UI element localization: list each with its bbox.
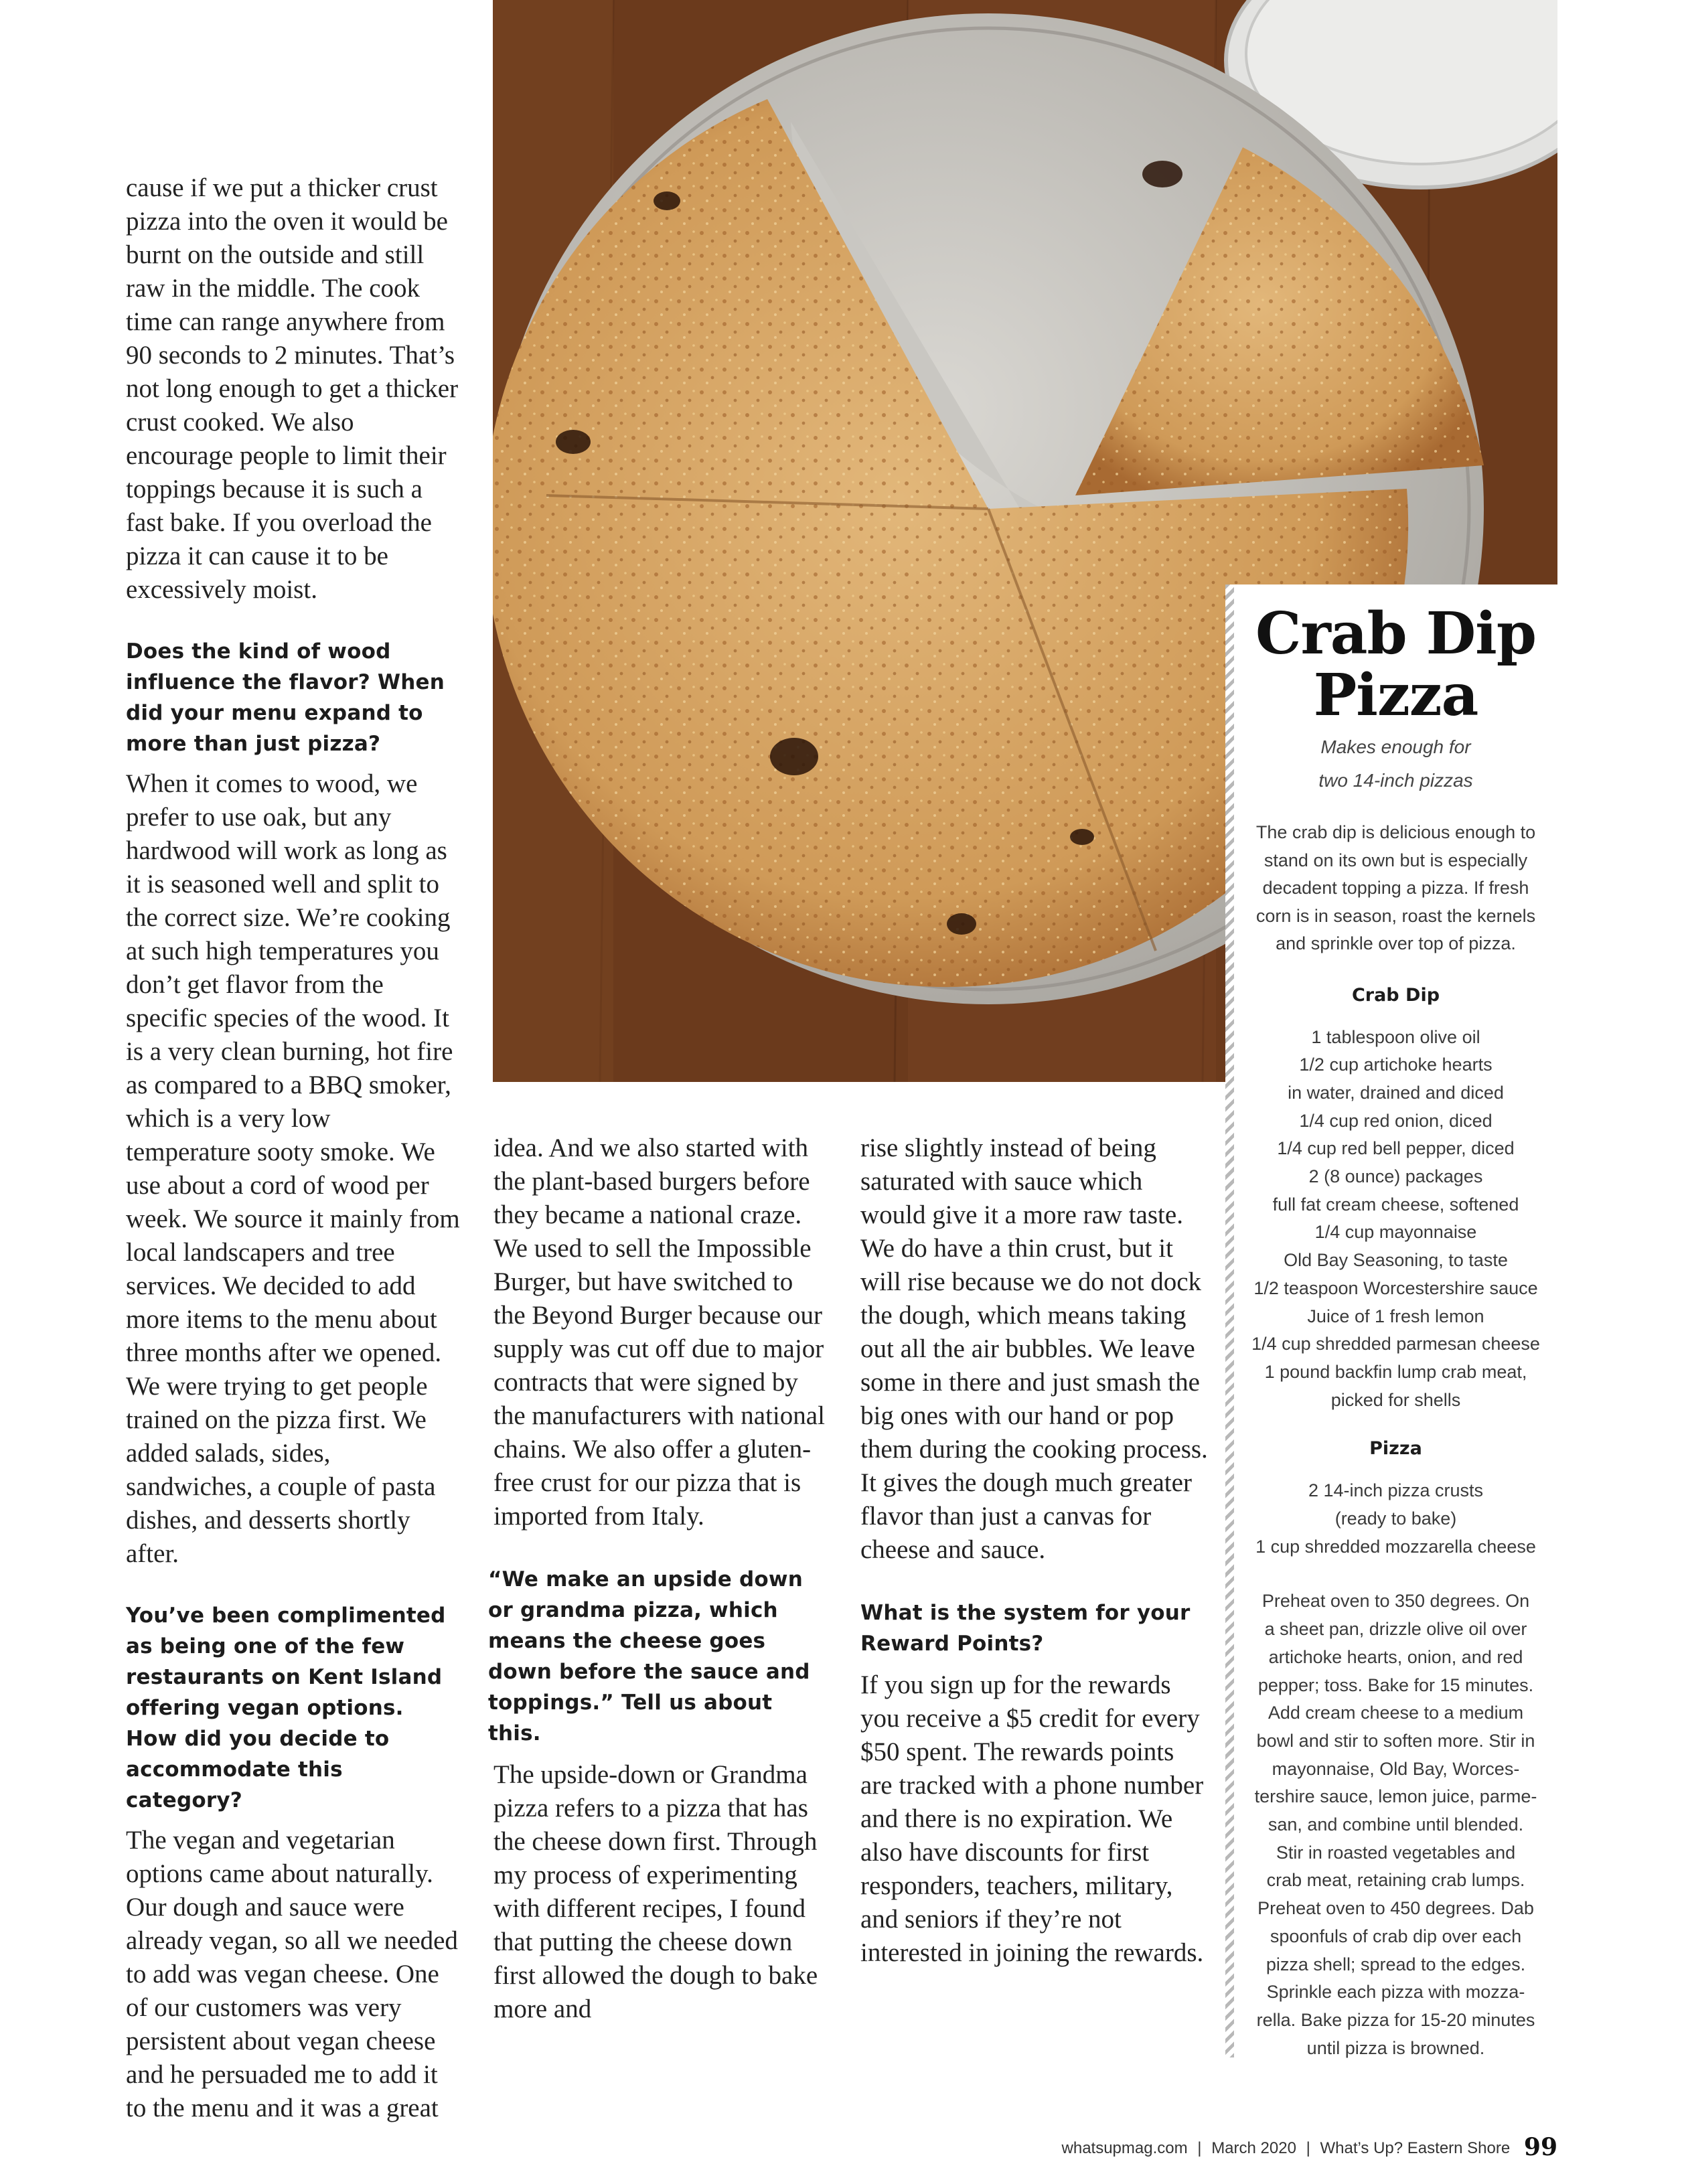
ingredient: 1/4 cup shredded parmesan cheese (1251, 1334, 1540, 1354)
body-paragraph: cause if we put a thicker crust pizza into the oven it would be burnt on the outside and still raw in the middle. The cook time can range anywhere from 90 seconds to 2 minutes. That’s not long enough to get a thicker crust cooked. We also encourage people to limit their toppings because it is such a fast bake. If you overload the pizza it can cause it to be excessively moist. (126, 173, 459, 604)
body-paragraph: rise slightly instead of being saturated with sauce which would give it a more raw taste. We do have a thin crust, but it will rise because we do not dock the dough, which means taking out all the air bubbles. We leave some in there and just smash the big ones with our hand or pop them during the cooking process. It gives the dough much greater flavor than just a canvas for cheese and sauce. (860, 1134, 1208, 1564)
interview-question: What is the system for your Reward Points? (860, 1601, 1191, 1656)
ingredient: 2 14-inch pizza crusts (1308, 1480, 1484, 1501)
ingredient: Juice of 1 fresh lemon (1307, 1306, 1484, 1326)
ingredient: 1/4 cup red bell pepper, diced (1277, 1138, 1515, 1159)
footer-separator: | (1197, 2139, 1202, 2157)
ingredient: picked for shells (1330, 1389, 1461, 1410)
footer-separator: | (1306, 2139, 1310, 2157)
body-paragraph: idea. And we also started with the plant-based burgers before they became a national craze. We used to sell the Impossible Burger, but have switched to the Beyond Burger because our supply was cut off due to major contracts that were signed by the manufacturers with national chains. We also offer a gluten-free crust for our pizza that is imported from Italy. (493, 1134, 825, 1531)
recipe-directions: Preheat oven to 350 degrees. On a sheet pan, drizzle olive oil over artichoke hearts, onion, and red pepper; toss. Bake for 15 minutes. Add cream cheese to a medium bowl and stir to soften more. Stir in mayonnaise, Old Bay, Worces- tershire sauce, lemon juice, parme- san, and combine until blended. Stir in roasted vegetables and crab meat, retaining crab lumps. Preheat oven to 450 degrees. Dab spoonfuls of crab dip over each pizza shell; spread to the edges. Sprinkle each pizza with mozza- rella. Bake pizza for 15-20 minutes until pizza is browned. (1254, 1591, 1537, 2058)
recipe-yield: Makes enough for two 14-inch pizzas (1318, 736, 1473, 791)
ingredient: 1 cup shredded mozzarella cheese (1255, 1536, 1536, 1557)
ingredient: 2 (8 ounce) packages (1308, 1166, 1483, 1187)
pizza-ingredients (1234, 1477, 1557, 1561)
ingredient: 1/4 cup red onion, diced (1299, 1110, 1493, 1131)
footer-date: March 2020 (1211, 2139, 1296, 2157)
footer-site: whatsupmag.com (1061, 2139, 1188, 2157)
body-paragraph: The vegan and vegetarian options came about naturally. Our dough and sauce were already vegan, so all we needed to add was vegan cheese. One of our customers was very persistent about vegan cheese and he persuaded me to add it to the menu and it was a great (126, 1826, 458, 2122)
page-footer (937, 2133, 1557, 2161)
footer-publication: What’s Up? Eastern Shore (1320, 2139, 1511, 2157)
interview-question: Does the kind of wood influence the flavor? When did your menu expand to more than just pizza? (126, 639, 445, 756)
page-number: 99 (1523, 2133, 1557, 2161)
dip-ingredients (1234, 1024, 1557, 1415)
ingredient: 1/2 teaspoon Worcestershire sauce (1253, 1277, 1538, 1298)
body-paragraph: When it comes to wood, we prefer to use oak, but any hardwood will work as long as it is seasoned well and split to the correct size. We’re cooking at such high temperatures you don’t get flavor from the specific species of the wood. It is a very clean burning, hot fire as compared to a BBQ smoker, which is a very low temperature sooty smoke. We use about a cord of wood per week. We source it mainly from local landscapers and tree services. We decided to add more items to the menu about three months after we opened. We were trying to get people trained on the pizza first. We added salads, sides, sandwiches, a couple of pasta dishes, and desserts shortly after. (126, 769, 460, 1568)
dip-heading: Crab Dip (1351, 984, 1440, 1006)
body-paragraph: If you sign up for the rewards you receive a $5 credit for every $50 spent. The rewards points are tracked with a phone number and there is no expiration. We also have discounts for first responders, teachers, military, and seniors if they’re not interested in joining the rewards. (860, 1670, 1204, 1967)
ingredient: 1 tablespoon olive oil (1311, 1026, 1480, 1047)
ingredient: 1 pound backfin lump crab meat, (1264, 1361, 1527, 1382)
ingredient: full fat cream cheese, softened (1272, 1194, 1519, 1215)
column-1 (126, 171, 461, 2125)
ingredient: 1/4 cup mayonnaise (1314, 1222, 1477, 1243)
recipe-title: Crab Dip Pizza (1255, 600, 1536, 729)
column-3 (860, 1132, 1209, 1970)
body-paragraph: The upside-down or Grandma pizza refers to a pizza that has the cheese down first. Through my process of experimenting with different recipes, I found that putting the cheese down first allowed the dough to bake more and (493, 1760, 818, 2023)
pizza-heading: Pizza (1369, 1438, 1422, 1460)
pull-question: “We make an upside down or grandma pizza, which means the cheese goes down before the sauce and toppings.” Tell us about this. (488, 1567, 810, 1745)
recipe-intro: The crab dip is delicious enough to stand on its own but is especially decadent topping a pizza. If fresh corn is in season, roast the kernels and sprinkle over top of pizza. (1255, 822, 1536, 953)
ingredient: in water, drained and diced (1288, 1082, 1504, 1103)
interview-question: You’ve been complimented as being one of the few restaurants on Kent Island offering vegan options. How did you decide to accommodate this category? (126, 1604, 446, 1812)
recipe-sidebar (1234, 584, 1557, 2068)
ingredient: (ready to bake) (1334, 1508, 1457, 1529)
ingredient: Old Bay Seasoning, to taste (1284, 1250, 1508, 1271)
ingredient: 1/2 cup artichoke hearts (1299, 1055, 1493, 1075)
column-2 (488, 1132, 830, 2026)
